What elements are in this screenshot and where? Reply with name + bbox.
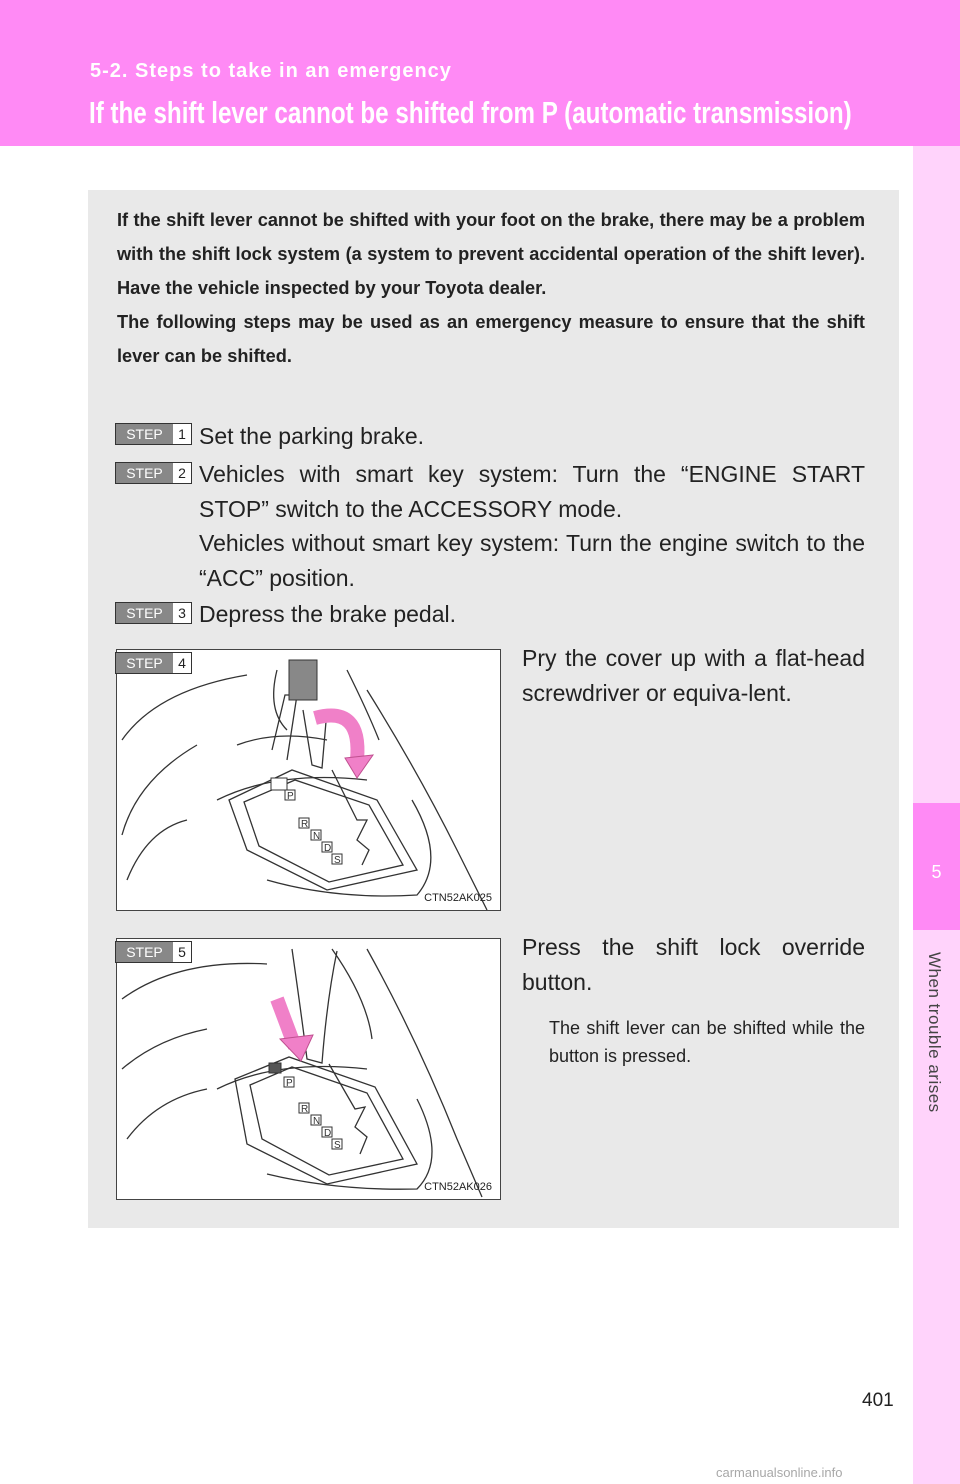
step-3-text: Depress the brake pedal. xyxy=(199,601,456,627)
step-5-note: The shift lever can be shifted while the button is pressed. xyxy=(549,1018,865,1066)
step-2-line-1: Vehicles with smart key system: Turn the “ENGINE START STOP” switch to the ACCESSORY mode. xyxy=(199,461,865,522)
section-label: 5-2. Steps to take in an emergency xyxy=(90,60,452,82)
svg-text:S: S xyxy=(334,855,341,866)
step-badge-word: STEP xyxy=(116,603,173,623)
svg-text:R: R xyxy=(301,1104,309,1115)
step-badge-number: 4 xyxy=(178,655,186,671)
step-5-text: Press the shift lock override button. xyxy=(522,934,865,995)
intro-text xyxy=(117,203,865,373)
svg-text:P: P xyxy=(286,1078,293,1089)
svg-text:N: N xyxy=(313,831,321,842)
arrow-head-icon xyxy=(345,755,373,778)
step-5-figure xyxy=(116,938,501,1200)
step-1-text: Set the parking brake. xyxy=(199,423,425,449)
svg-text:P: P xyxy=(287,791,294,802)
shift-console-illustration xyxy=(117,939,500,1199)
svg-text:D: D xyxy=(324,1128,332,1139)
intro-paragraph-2: The following steps may be used as an emergency measure to ensure that the shift lever can be shifted. xyxy=(117,312,865,366)
step-badge-word: STEP xyxy=(116,942,173,962)
svg-text:D: D xyxy=(324,843,332,854)
step-4-figure xyxy=(116,649,501,911)
gear-positions xyxy=(269,1063,342,1151)
page-title: If the shift lever cannot be shifted from P (automatic transmission) xyxy=(89,95,852,130)
step-badge-word: STEP xyxy=(116,424,173,444)
step-badge-number: 5 xyxy=(178,944,186,960)
step-badge-number: 1 xyxy=(178,426,186,442)
step-2-text xyxy=(199,457,865,595)
step-badge-word: STEP xyxy=(116,653,173,673)
figure-code: CTN52AK025 xyxy=(424,892,492,904)
svg-text:S: S xyxy=(334,1140,341,1151)
svg-text:N: N xyxy=(313,1116,321,1127)
chapter-title: When trouble arises xyxy=(925,952,944,1113)
step-1-badge xyxy=(115,423,192,445)
gear-positions xyxy=(285,790,342,866)
step-badge-word: STEP xyxy=(116,463,173,483)
step-2-line-2: Vehicles without smart key system: Turn the engine switch to the “ACC” position. xyxy=(199,530,865,591)
step-badge-number: 3 xyxy=(178,605,186,621)
arrow-head-icon xyxy=(280,1035,313,1061)
rotate-arrow-icon xyxy=(315,716,357,760)
figure-code: CTN52AK026 xyxy=(424,1181,492,1193)
intro-paragraph-1: If the shift lever cannot be shifted with your foot on the brake, there may be a problem with the shift lock system (a system to prevent accidental operation of the shift lever). Have the vehicle inspected by your Toyota dealer. xyxy=(117,210,865,298)
page-number: 401 xyxy=(862,1390,894,1411)
svg-text:R: R xyxy=(301,819,309,830)
step-2-badge xyxy=(115,462,192,484)
shift-console-illustration xyxy=(117,650,500,910)
cover-slot xyxy=(271,778,287,790)
screwdriver-handle xyxy=(289,660,317,700)
step-4-text: Pry the cover up with a flat-head screwdriver or equiva-lent. xyxy=(522,645,865,706)
step-4-badge xyxy=(115,652,192,674)
chapter-number: 5 xyxy=(931,862,942,882)
watermark: carmanualsonline.info xyxy=(716,1465,843,1480)
step-5-badge xyxy=(115,941,192,963)
step-badge-number: 2 xyxy=(178,465,186,481)
step-3-badge xyxy=(115,602,192,624)
